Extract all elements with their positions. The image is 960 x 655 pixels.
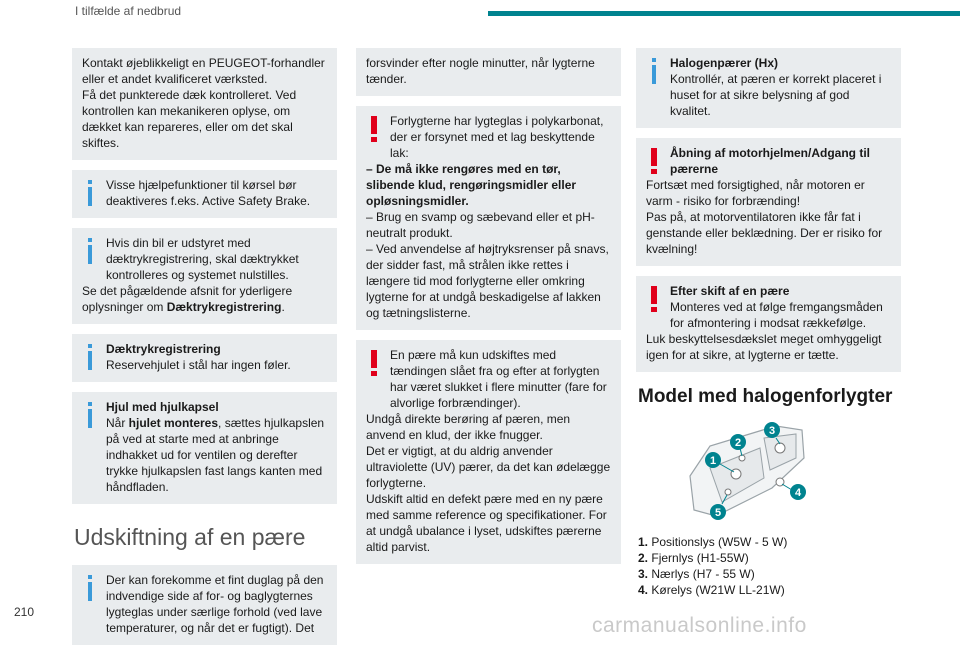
info-text — [82, 415, 327, 495]
info-text: Reservehjulet i stål har ingen føler. — [106, 358, 291, 372]
callout-label: 1 — [709, 455, 717, 467]
info-icon — [84, 344, 96, 370]
warning-text: – Brug en svamp og sæbevand eller et pH-neutralt produkt. — [366, 210, 595, 240]
info-box — [636, 48, 901, 128]
warning-title: Efter skift af en pære — [670, 284, 790, 298]
diagram-callout — [764, 422, 780, 438]
callout-label: 4 — [794, 487, 802, 499]
diagram-callout — [705, 452, 721, 468]
warning-text: Fortsæt med forsigtighed, når motoren er varm - risiko for forbrænding! — [646, 178, 865, 208]
info-title: Hjul med hjulkapsel — [106, 400, 219, 414]
warning-text: Udskift altid en defekt pære med en ny pære med samme reference og specifikationer. For at undgå ubalance i lyset, udskiftes pærerne altid parvist. — [366, 492, 607, 554]
callout-label: 2 — [734, 437, 742, 449]
list-item-text: Kørelys (W21W LL-21W) — [651, 583, 785, 597]
warning-text: En pære må kun udskiftes med tændingen slået fra og efter at forlygten har været slukket i flere minutter (fare for alvorlige forbrændinger). — [390, 348, 607, 410]
warning-text: Undgå direkte berøring af pæren, men anvend en klud, der ikke fnugger. — [366, 412, 571, 442]
info-box — [72, 170, 337, 218]
warning-icon — [648, 148, 660, 174]
warning-text: Det er vigtigt, at du aldrig anvender ultraviolette (UV) pærer, da det kan ødelægge forlygterne. — [366, 444, 611, 490]
info-icon — [84, 238, 96, 264]
info-text: Visse hjælpefunktioner til kørsel bør deaktiveres f.eks. Active Safety Brake. — [106, 178, 311, 208]
info-box — [72, 392, 337, 504]
info-box — [72, 334, 337, 382]
info-icon — [648, 58, 660, 84]
callout-label: 3 — [768, 425, 776, 437]
info-title: Halogenpærer (Hx) — [670, 56, 779, 70]
warning-title: Åbning af motorhjelmen/Adgang til pærerne — [670, 146, 870, 176]
info-text-part: . — [281, 300, 285, 314]
note-box — [356, 48, 621, 96]
info-text — [82, 283, 327, 315]
diagram-callout — [710, 504, 726, 520]
callout-label: 5 — [714, 507, 722, 519]
warning-box — [636, 138, 901, 266]
info-box — [72, 228, 337, 324]
list-item-text: Nærlys (H7 - 55 W) — [651, 567, 755, 581]
bulb-list — [638, 534, 901, 598]
warning-text: – Ved anvendelse af højtryksrenser på snavs, der sidder fast, må strålen ikke rettes i længere tid mod forlygterne eller omkring lygterne for at undgå beskadigelse af lakken og tætningslisterne. — [366, 242, 609, 320]
column-1 — [72, 48, 337, 655]
page-section-title: I tilfælde af nedbrud — [75, 4, 182, 18]
info-icon — [84, 402, 96, 428]
note-box — [72, 48, 337, 160]
warning-text: Monteres ved at følge fremgangsmåden for afmontering i modsat rækkefølge. — [670, 300, 883, 330]
list-item — [638, 534, 901, 550]
warning-box — [356, 340, 621, 564]
warning-icon — [368, 350, 380, 376]
info-text-part: Når — [106, 416, 129, 430]
list-item-number: 4. — [638, 583, 649, 597]
watermark: carmanualsonline.info — [592, 614, 807, 637]
list-item-number: 2. — [638, 551, 649, 565]
info-icon — [84, 575, 96, 601]
header-accent-bar — [488, 11, 960, 16]
list-item — [638, 582, 901, 598]
warning-box — [636, 276, 901, 372]
list-item-number: 1. — [638, 535, 649, 549]
info-text-bold: Dæktrykregistrering — [166, 300, 282, 314]
info-title: Dæktrykregistrering — [106, 342, 221, 356]
info-box — [72, 565, 337, 645]
headlamp-diagram — [680, 418, 810, 528]
column-2 — [356, 48, 621, 574]
note-text: Kontakt øjeblikkeligt en PEUGEOT-forhandler eller et andet kvalificeret værksted. — [82, 56, 325, 86]
column-3 — [636, 48, 901, 598]
section-heading: Model med halogenforlygter — [638, 386, 893, 407]
list-item — [638, 566, 901, 582]
info-text: Der kan forekomme et fint duglag på den indvendige side af for- og baglygternes lygteglas under særlige forhold (ved lave temperaturer, og når det er fugtigt). Det — [106, 573, 324, 635]
list-item-text: Positionslys (W5W - 5 W) — [651, 535, 788, 549]
warning-text-bold: – De må ikke rengøres med en tør, slibende klud, rengøringsmidler eller opløsningsmidler. — [366, 162, 577, 208]
list-item-text: Fjernlys (H1-55W) — [651, 551, 749, 565]
page-number: 210 — [14, 605, 35, 619]
warning-text: Luk beskyttelsesdækslet meget omhyggeligt igen for at sikre, at lygterne er tætte. — [646, 332, 882, 362]
info-text: Hvis din bil er udstyret med dæktrykregistrering, skal dæktrykket kontrolleres og systemet nulstilles. — [106, 236, 299, 282]
info-text-part: Se det pågældende afsnit for yderligere oplysninger om — [82, 284, 293, 314]
info-text-part: , sættes hjulkapslen på ved at starte med at anbringe indhakket ud for ventilen og derefter trykke hjulkapslen fast langs kanten med håndfladen. — [106, 416, 325, 494]
info-text: Kontrollér, at pæren er korrekt placeret i huset for at sikre belysning af god kvalitet. — [670, 72, 882, 118]
info-icon — [84, 180, 96, 206]
warning-text: Forlygterne har lygteglas i polykarbonat, der er forsynet med et lag beskyttende lak: — [390, 114, 604, 160]
list-item — [638, 550, 901, 566]
warning-icon — [368, 116, 380, 142]
section-heading: Udskiftning af en pære — [74, 524, 306, 550]
list-item-number: 3. — [638, 567, 649, 581]
warning-icon — [648, 286, 660, 312]
diagram-callout — [730, 434, 746, 450]
note-text: Få det punkterede dæk kontrolleret. Ved kontrollen kan mekanikeren oplyse, om dækket kan repareres, eller om det skal skiftes. — [82, 88, 297, 150]
diagram-callout — [790, 484, 806, 500]
note-text: forsvinder efter nogle minutter, når lygterne tænder. — [366, 56, 595, 86]
warning-box — [356, 106, 621, 330]
info-text-bold: hjulet monteres — [128, 416, 219, 430]
warning-text: Pas på, at motorventilatoren ikke får fat i genstande eller beklædning. Der er risiko for kvælning! — [646, 210, 883, 256]
